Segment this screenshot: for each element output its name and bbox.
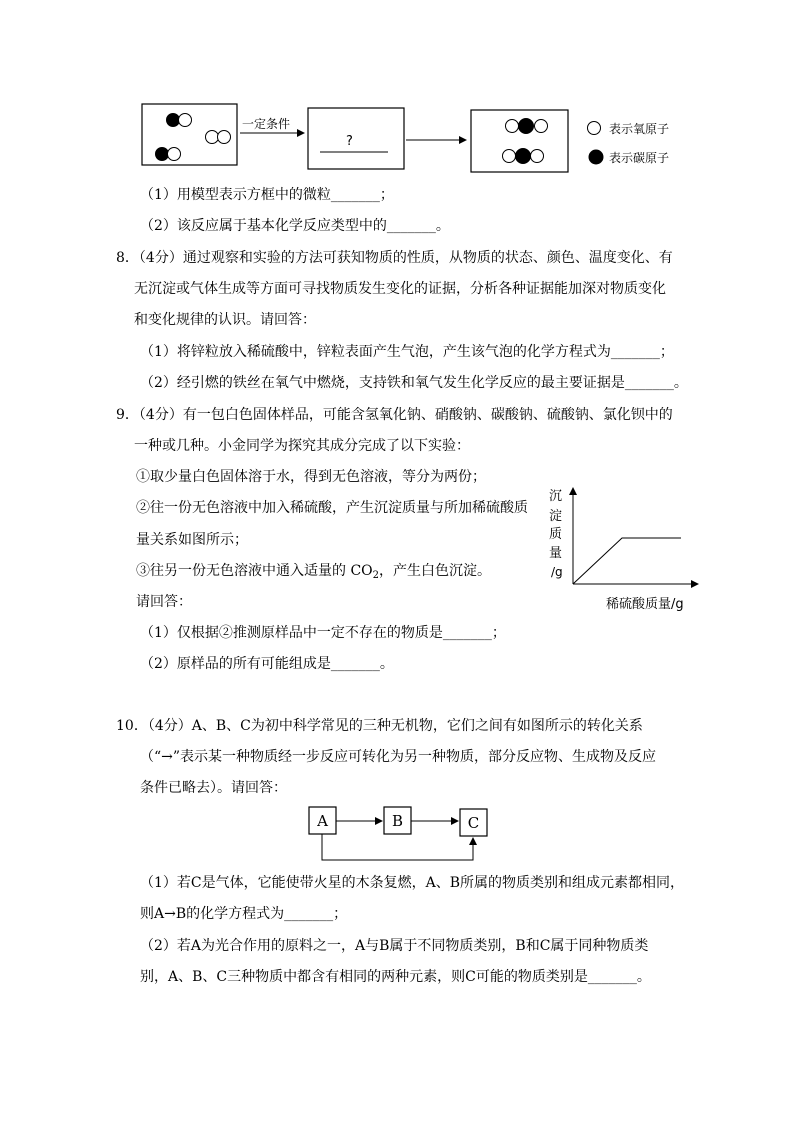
legend-oxygen-label: 表示氧原子	[609, 122, 670, 136]
q9-part1: （1）仅根据②推测原样品中一定不存在的物质是_______；	[140, 625, 506, 641]
co2-molecule	[503, 149, 544, 164]
q9-step3-subscript: 2	[372, 570, 380, 581]
q10-part1-line2: 则A→B的化学方程式为_______；	[140, 906, 348, 922]
arrow-a-to-c	[322, 834, 473, 860]
q10-part1-line1: （1）若C是气体，它能使带火星的木条复燃，A、B所属的物质类别和组成元素都相同，	[140, 875, 685, 891]
q9-ask: 请回答：	[136, 594, 192, 610]
q9-step1: ①取少量白色固体溶于水，得到无色溶液，等分为两份；	[136, 469, 486, 485]
box-b-label: B	[391, 812, 404, 830]
q8-stem-line1: 8．（4分）通过观察和实验的方法可获知物质的性质，从物质的状态、颜色、温度变化、有	[116, 250, 673, 266]
precipitate-graph	[540, 480, 710, 620]
q10-stem-line3: 条件已略去）。请回答：	[140, 780, 287, 796]
co-molecule	[156, 148, 181, 161]
co-molecule	[167, 114, 192, 127]
co2-molecule	[506, 119, 548, 134]
oxygen-atom-legend-icon	[588, 122, 601, 135]
q9-step3	[136, 561, 491, 586]
carbon-atom-legend-icon	[589, 150, 603, 164]
y-label-char: /g	[551, 565, 563, 579]
q10-part2-line2: 别，A、B、C三种物质中都含有相同的两种元素，则C可能的物质类别是_______。	[140, 969, 651, 985]
q8-part1: （1）将锌粒放入稀硫酸中，锌粒表面产生气泡，产生该气泡的化学方程式为_______；	[140, 344, 674, 360]
q10-stem-line2: （“→”表示某一种物质经一步反应可转化为另一种物质，部分反应物、生成物及反应	[140, 749, 657, 765]
x-axis-label: 稀硫酸质量/g	[606, 597, 684, 612]
q9-stem-line2: 一种或几种。小金同学为探究其成分完成了以下实验：	[134, 438, 470, 454]
arrow-condition-label: 一定条件	[242, 117, 291, 131]
q9-step3-post: ，产生白色沉淀。	[379, 563, 492, 579]
q8-stem-line3: 和变化规律的认识。请回答：	[134, 312, 316, 328]
y-label-char: 量	[549, 546, 563, 561]
q7-part2: （2）该反应属于基本化学反应类型中的_______。	[140, 218, 450, 234]
q9-step3-pre: ③往另一份无色溶液中通入适量的 CO	[136, 563, 373, 579]
q10-part2-line1: （2）若A为光合作用的原料之一，A与B属于不同物质类别，B和C属于同种物质类	[140, 938, 649, 954]
precipitate-curve	[573, 538, 681, 584]
q8-stem-line2: 无沉淀或气体生成等方面可寻找物质发生变化的证据，分析各种证据能加深对物质变化	[134, 281, 666, 297]
q9-part2: （2）原样品的所有可能组成是_______。	[140, 656, 394, 672]
o2-molecule	[206, 131, 231, 144]
box-a-label: A	[317, 812, 328, 830]
y-label-char: 淀	[549, 509, 563, 524]
legend-carbon-label: 表示碳原子	[609, 151, 670, 165]
q9-step2-line2: 量关系如图所示；	[136, 532, 248, 548]
y-label-char: 沉	[549, 489, 563, 504]
y-label-char: 质	[549, 527, 563, 542]
reaction-model-diagram	[0, 0, 794, 180]
unknown-box	[308, 108, 404, 169]
conversion-diagram	[300, 800, 500, 870]
box-c-label: C	[467, 814, 480, 832]
unknown-mark: ?	[346, 134, 353, 149]
q9-stem-line1: 9．（4分）有一包白色固体样品，可能含氢氧化钠、硝酸钠、碳酸钠、硫酸钠、氯化钡中的	[116, 407, 673, 423]
q8-part2: （2）经引燃的铁丝在氧气中燃烧，支持铁和氧气发生化学反应的最主要证据是_______。	[140, 375, 688, 391]
q10-stem-line1: 10．（4分）A、B、C为初中科学常见的三种无机物，它们之间有如图所示的转化关系	[116, 718, 643, 734]
q7-part1: （1）用模型表示方框中的微粒_______；	[140, 187, 394, 203]
q9-step2-line1: ②往一份无色溶液中加入稀硫酸，产生沉淀质量与所加稀硫酸质	[136, 500, 528, 516]
